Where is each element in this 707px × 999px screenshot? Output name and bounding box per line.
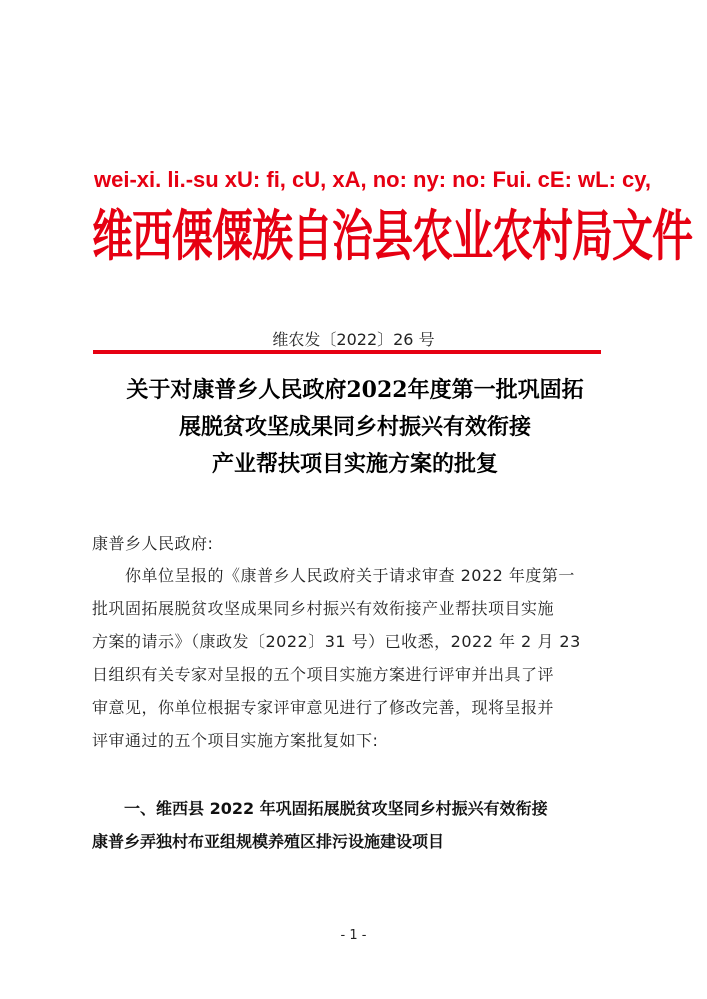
reply-title-line: 展脱贫攻坚成果同乡村振兴有效衔接: [178, 414, 531, 440]
section-heading: [92, 792, 620, 858]
reply-title: [80, 372, 630, 483]
page-number: - 1 -: [340, 928, 367, 943]
paragraph-line: 批巩固拓展脱贫攻坚成果同乡村振兴有效衔接产业帮扶项目实施: [92, 599, 555, 618]
section-heading-line: 一、维西县 2022 年巩固拓展脱贫攻坚同乡村振兴有效衔接: [92, 799, 548, 818]
reply-title-line: 产业帮扶项目实施方案的批复: [211, 451, 498, 477]
paragraph-line: 方案的请示》（康政发〔2022〕31 号）已收悉，2022 年 2 月 23: [92, 632, 581, 651]
section-heading-line: 康普乡弄独村布亚组规模养殖区排污设施建设项目: [92, 832, 445, 851]
org-title: 维西傈僳族自治县农业农村局文件: [92, 203, 692, 269]
salutation: 康普乡人民政府:: [92, 534, 214, 553]
document-number: 维农发〔2022〕26 号: [272, 330, 435, 349]
paragraph-line: 评审通过的五个项目实施方案批复如下:: [92, 731, 379, 750]
lisu-header-line: wei-xi. li.-su xU: fi, cU, xA, no: ny: no: Fui. cE: wL: cy,: [94, 167, 651, 192]
paragraph-line: 日组织有关专家对呈报的五个项目实施方案进行评审并出具了评: [92, 665, 555, 684]
body-paragraph: [92, 559, 620, 757]
paragraph-line: 你单位呈报的《康普乡人民政府关于请求审查 2022 年度第一: [92, 566, 575, 585]
red-separator-line: [93, 350, 601, 354]
reply-title-line: 关于对康普乡人民政府2022年度第一批巩固拓: [126, 377, 584, 403]
paragraph-line: 审意见，你单位根据专家评审意见进行了修改完善，现将呈报并: [92, 698, 555, 717]
